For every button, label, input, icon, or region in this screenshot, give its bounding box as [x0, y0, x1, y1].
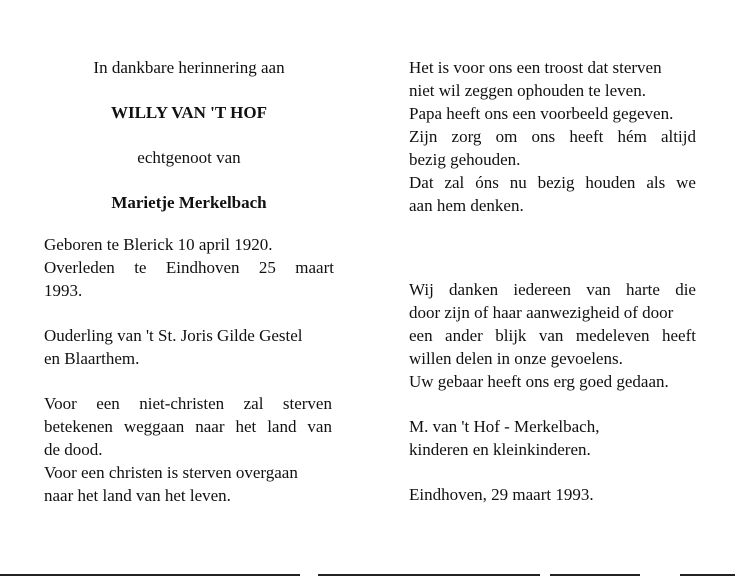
thanks-line-2: door zijn of haar aanwezigheid of door: [409, 303, 674, 322]
verse2-line-1: Voor een christen is sterven overgaan: [44, 463, 298, 482]
guild-line-2: en Blaarthem.: [44, 349, 140, 368]
border-gap: [540, 573, 550, 577]
verse1-line-3: de dood.: [44, 440, 103, 459]
death-year-line: 1993.: [44, 281, 83, 300]
thanks-line-4: willen delen in onze gevoelens.: [409, 349, 623, 368]
signature-line-2: kinderen en kleinkinderen.: [409, 440, 591, 459]
deceased-name: WILLY VAN 'T HOF: [110, 103, 268, 122]
thanks-line-5: Uw gebaar heeft ons erg goed gedaan.: [409, 372, 669, 391]
bottom-border: [0, 574, 735, 576]
comfort-line-2: niet wil zeggen ophouden te leven.: [409, 81, 646, 100]
intro-text: In dankbare herinnering aan: [93, 58, 285, 77]
comfort-line-4: Zijn zorg om ons heeft hém altijd: [409, 127, 696, 146]
thanks-line-3: een ander blijk van medeleven heeft: [409, 326, 696, 345]
comfort-line-6: Dat zal óns nu bezig houden als we: [409, 173, 696, 192]
relation-text: echtgenoot van: [137, 148, 241, 167]
thanks-line-1: Wij danken iedereen van harte die: [409, 280, 696, 299]
verse1-line-1: Voor een niet-christen zal sterven: [44, 394, 332, 413]
comfort-line-7: aan hem denken.: [409, 196, 524, 215]
death-line: Overleden te Eindhoven 25 maart: [44, 258, 334, 277]
verse1-line-2: betekenen weggaan naar het land van: [44, 417, 332, 436]
comfort-line-1: Het is voor ons een troost dat sterven: [409, 58, 662, 77]
guild-line-1: Ouderling van 't St. Joris Gilde Gestel: [44, 326, 303, 345]
comfort-line-3: Papa heeft ons een voorbeeld gegeven.: [409, 104, 674, 123]
border-gap: [300, 573, 318, 577]
border-gap: [640, 573, 680, 577]
verse2-line-2: naar het land van het leven.: [44, 486, 231, 505]
spouse-name: Marietje Merkelbach: [111, 193, 267, 212]
place-date: Eindhoven, 29 maart 1993.: [409, 485, 594, 504]
comfort-line-5: bezig gehouden.: [409, 150, 521, 169]
birth-line: Geboren te Blerick 10 april 1920.: [44, 235, 273, 254]
signature-line-1: M. van 't Hof - Merkelbach,: [409, 417, 600, 436]
